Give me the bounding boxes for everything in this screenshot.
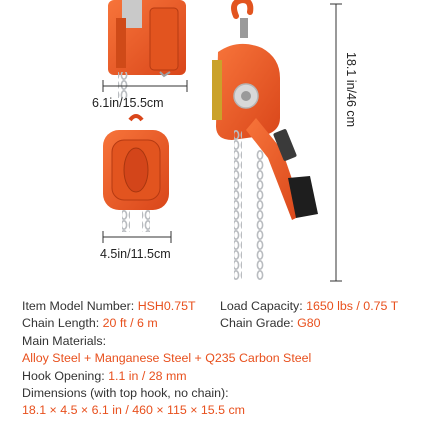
hook-label: Hook Opening: — [22, 368, 105, 383]
main-hoist — [212, 0, 318, 280]
side-view-hoist — [108, 0, 186, 98]
spec-row-dimensions-label — [22, 385, 422, 402]
spec-row-chain — [22, 315, 422, 332]
model-value: HSH0.75T — [137, 299, 196, 313]
height-dimension-label: 18.1 in/46 cm — [344, 52, 358, 128]
height-dimension-line — [330, 4, 342, 281]
width-dimension-line — [103, 80, 187, 92]
capacity-value: 1650 lbs / 0.75 T — [306, 299, 399, 313]
chain-grade-value: G80 — [297, 316, 321, 331]
dimensions-value: 18.1 × 4.5 × 6.1 in / 460 × 115 × 15.5 cm — [22, 403, 245, 418]
chain-grade-label: Chain Grade: — [220, 316, 294, 331]
spec-row-model-capacity — [22, 298, 422, 315]
specifications-list — [22, 298, 422, 420]
depth-dimension-line — [103, 231, 171, 243]
hook-value: 1.1 in / 28 mm — [108, 368, 187, 383]
spec-row-materials-value — [22, 350, 422, 367]
capacity-label: Load Capacity: — [220, 299, 303, 313]
chain-length-value: 20 ft / 6 m — [102, 316, 158, 331]
width-dimension-label: 6.1in/15.5cm — [92, 96, 164, 110]
spec-row-dimensions-value — [22, 402, 422, 419]
depth-dimension-label: 4.5in/11.5cm — [100, 247, 171, 261]
model-label: Item Model Number: — [22, 299, 135, 313]
materials-label: Main Materials: — [22, 333, 107, 348]
spec-row-materials-label — [22, 333, 422, 350]
front-view-hoist — [103, 116, 169, 232]
materials-value: Alloy Steel + Manganese Steel + Q235 Carbon Steel — [22, 351, 312, 366]
chain-length-label: Chain Length: — [22, 316, 100, 331]
spec-row-hook — [22, 368, 422, 385]
dimensions-label: Dimensions (with top hook, no chain): — [22, 385, 229, 400]
